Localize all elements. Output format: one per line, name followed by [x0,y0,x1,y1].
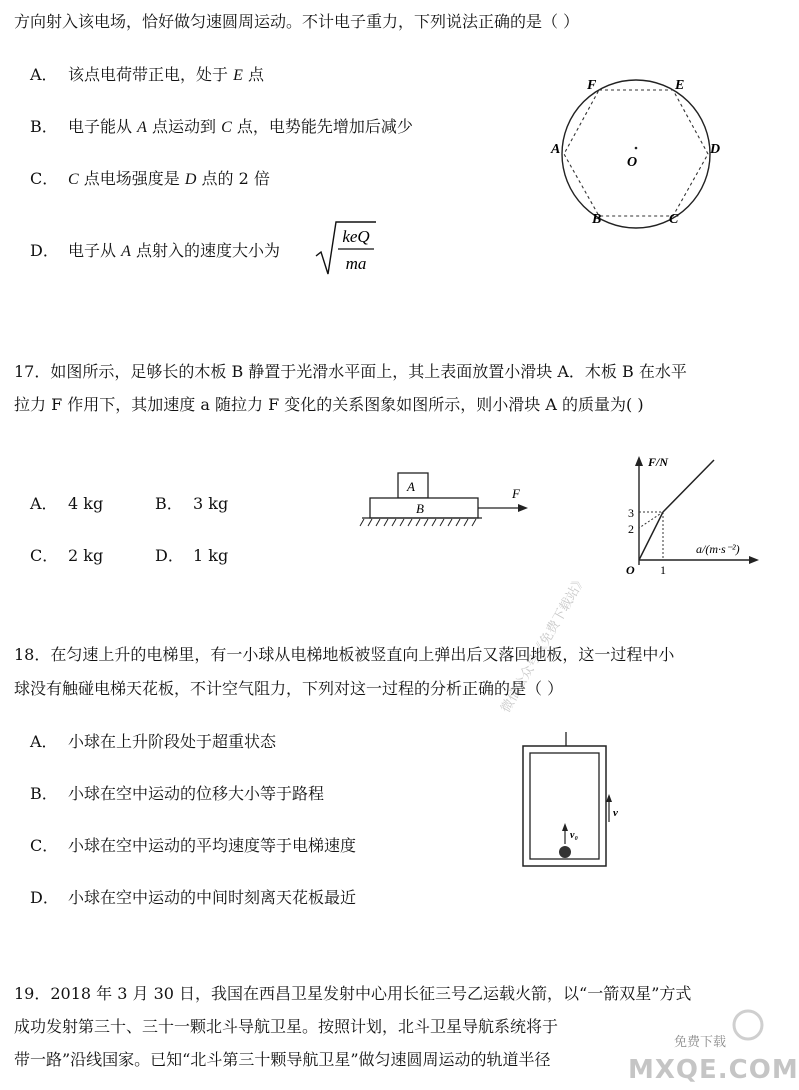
block-board-figure [358,468,538,534]
q17-line-2: 拉力 F 作用下，其加速度 a 随拉力 F 变化的关系图象如图所示，则小滑块 A 的质量为( ) [14,395,644,414]
option-text: 4 kg [68,494,104,513]
q17-option-b [155,494,228,514]
option-text: 点射入的速度大小为 [130,241,280,260]
option-var: D [184,171,197,188]
label-v0: v₀ [570,830,578,841]
q19-line-1: 19．2018 年 3 月 30 日，我国在西昌卫星发射中心用长征三号乙运载火箭，以“一箭双星”方式 [14,984,692,1003]
label-O: O [627,155,638,170]
q17-option-d [155,546,228,566]
q16-option-c [30,169,270,190]
option-key: C． [30,836,59,855]
option-var: E [233,67,243,84]
board-b [370,498,478,518]
option-key: A． [30,494,58,513]
q17-option-a [30,494,103,514]
option-text: 小球在空中运动的中间时刻离天花板最近 [68,888,357,907]
x-tick-1: 1 [660,563,666,577]
option-key: C． [30,169,59,188]
q17-option-c [30,546,103,566]
label-block-A: A [407,479,415,494]
q16-option-b [30,117,413,138]
option-text: 电子从 [68,241,122,260]
q17-line-1: 17．如图所示，足够长的木板 B 静置于光滑水平面上，其上表面放置小滑块 A．木板 B 在水平 [14,362,687,381]
label-v: v [613,807,618,819]
q16-intro-line: 方向射入该电场，恰好做匀速圆周运动。不计电子重力，下列说法正确的是（ ） [14,12,580,31]
elevator-figure [518,730,630,870]
option-text: 点，电势能先增加后减少 [231,117,413,136]
option-key: D． [155,546,184,565]
q18-option-c [30,836,356,856]
option-var: C [68,171,79,188]
formula-numerator: keQ [342,227,370,246]
watermark-logo-text: 免费下载 [674,1035,727,1050]
watermark-logo-url: MXQE.COM [628,1055,799,1085]
option-key: B． [30,784,58,803]
graph-segment-1 [639,512,663,560]
watermark-text: 微信公众号《免费下载站》 [498,572,590,716]
option-text: 点的 2 倍 [196,169,270,188]
option-key: B． [30,117,58,136]
label-F: F [587,78,597,93]
option-text: 点电场强度是 [78,169,185,188]
formula-denominator: ma [345,254,367,273]
q18-line-1: 18．在匀速上升的电梯里，有一小球从电梯地板被竖直向上弹出后又落回地板，这一过程中小 [14,645,675,664]
hexagon-circle-figure [545,70,735,230]
y-axis-label: F/N [648,455,669,469]
q16-option-d [30,241,280,262]
graph-segment-2 [663,460,714,512]
option-text: 小球在空中运动的位移大小等于路程 [68,784,325,803]
option-text: 点 [242,65,264,84]
x-axis-label: a/(m·s⁻²) [696,542,740,556]
ground-hatch [360,519,476,526]
origin-label: O [626,563,635,577]
option-text: 点运动到 [146,117,222,136]
option-key: C． [30,546,59,565]
option-var: C [221,119,232,136]
option-text: 小球在上升阶段处于超重状态 [68,732,277,751]
option-key: B． [155,494,183,513]
option-key: A． [30,65,58,84]
label-force-F: F [512,486,520,501]
label-A: A [551,142,561,157]
watermark-logo [600,1003,799,1087]
y-tick-2: 2 [628,522,634,536]
option-text: 电子能从 [68,117,138,136]
option-var: A [137,119,147,136]
q16-option-a [30,65,264,86]
orbit-circle [562,80,710,228]
label-board-B: B [416,501,424,516]
label-C: C [669,212,679,227]
option-text: 该点电荷带正电，处于 [68,65,234,84]
y-tick-3: 3 [628,506,634,520]
option-text: 3 kg [193,494,229,513]
option-var: A [121,243,131,260]
q18-option-b [30,784,324,804]
sqrt-formula [314,218,378,278]
option-key: D． [30,888,59,907]
q19-line-3: 带一路”沿线国家。已知“北斗第三十颗导航卫星”做匀速圆周运动的轨道半径 [14,1050,551,1069]
option-text: 2 kg [68,546,104,565]
option-key: D． [30,241,59,260]
option-key: A． [30,732,58,751]
label-E: E [675,78,685,93]
dashed-hexagon [564,90,708,216]
option-text: 1 kg [193,546,229,565]
label-B: B [592,212,602,227]
q18-option-a [30,732,276,752]
q19-line-2: 成功发射第三十、三十一颗北斗导航卫星。按照计划，北斗卫星导航系统将于 [14,1017,559,1036]
f-a-graph [622,450,768,575]
label-D: D [710,142,721,157]
option-text: 小球在空中运动的平均速度等于电梯速度 [68,836,357,855]
q18-option-d [30,888,356,908]
ball [559,846,571,858]
q18-line-2: 球没有触碰电梯天花板，不计空气阻力，下列对这一过程的分析正确的是（ ） [14,679,564,698]
